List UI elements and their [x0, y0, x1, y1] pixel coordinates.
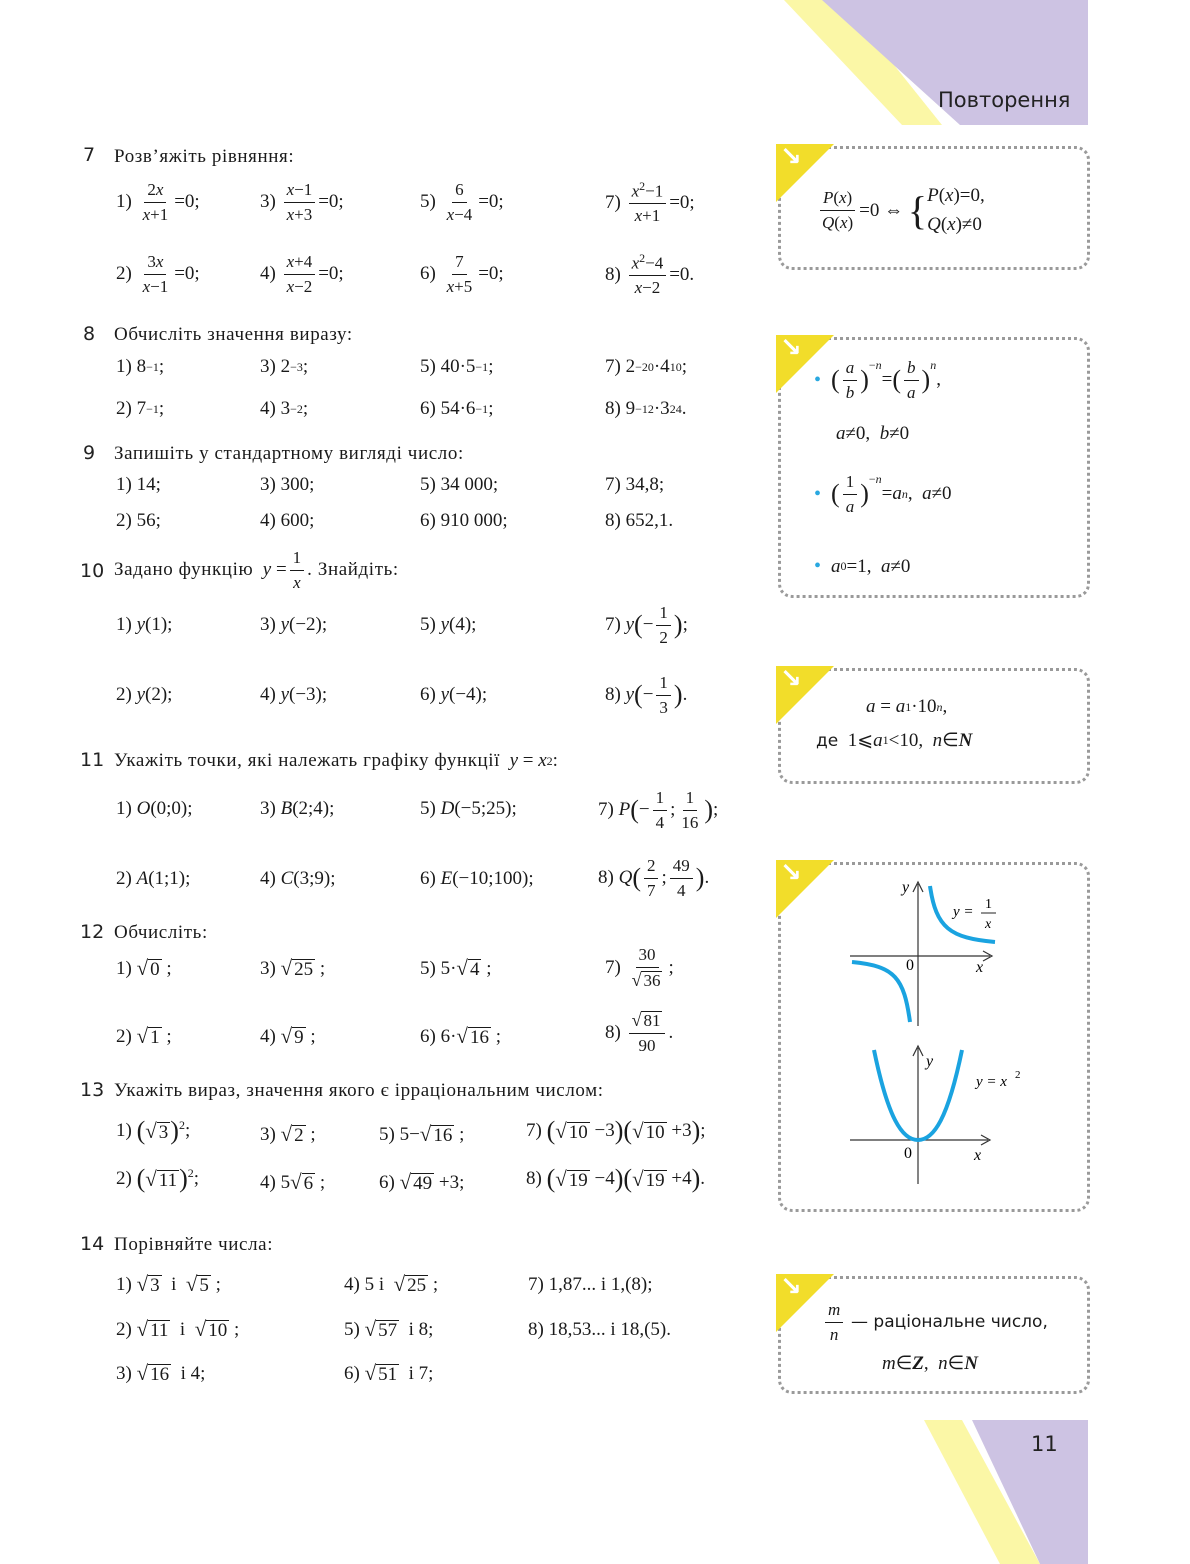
problem-text: Обчисліть значення виразу:: [114, 324, 353, 345]
hint-formula: $\frac{P(x)}{Q(x)}$ =0 ⇔ { P(x)=0, Q(x)≠0: [816, 182, 985, 239]
expression-item: 7) 2 −20 ·4 10 ;: [605, 356, 687, 377]
problem-number: 14: [80, 1233, 105, 1255]
compare-item: 2) √ 11 і √ 10 ;: [116, 1317, 240, 1342]
hint-formula: • ( $\frac{a}{b}$ ) $^{-n}$ = ( $\frac{b}{a}$ ) $^n$ ,: [814, 358, 941, 402]
compare-item: 1) √ 3 і √ 5 ;: [116, 1272, 221, 1297]
problem-text: Запишіть у стандартному вигляді число:: [114, 443, 464, 464]
number-item: 3) 300;: [260, 474, 315, 495]
arrow-corner-icon: ↘: [780, 333, 802, 363]
compare-item: 8) 18,53... і 18,(5).: [528, 1319, 672, 1340]
function-item: 7) y ( − $\frac{1}{2}$ ) ;: [605, 603, 688, 647]
svg-text:y = x: y = x: [976, 1074, 1007, 1090]
problem-number: 13: [80, 1079, 105, 1101]
hint-condition: m ∈ Z , n ∈ N: [882, 1352, 978, 1374]
bullet-icon: •: [814, 368, 822, 391]
expression-item: 1) ( √ 3 ) $^2$ ;: [116, 1116, 191, 1145]
number-item: 1) 14;: [116, 474, 161, 495]
hint-formula: • ( $\frac{1}{a}$ ) $^{-n}$ = a n , a ≠0: [814, 472, 952, 516]
function-item: 6) y (−4);: [420, 684, 488, 705]
equation-item: 1) $\frac{2x}{x+1}$ =0;: [116, 180, 200, 224]
expression-item: 2) 7 −1 ;: [116, 398, 165, 419]
hint-condition: a ≠0, b ≠0: [836, 423, 910, 444]
expression-item: 8) ( √ 19 −4 )( √ 19 +4 ) .: [526, 1164, 705, 1193]
problem-text: Обчисліть:: [114, 922, 208, 943]
function-item: 4) y (−3);: [260, 684, 328, 705]
expression-item: 3) √ 2 ;: [260, 1122, 316, 1147]
problem-text: Порівняйте числа:: [114, 1234, 274, 1255]
point-item: 2) A (1;1);: [116, 868, 191, 889]
svg-text:x: x: [974, 1147, 982, 1164]
expression-item: 4) 3 −2 ;: [260, 398, 309, 419]
problem-number: 8: [83, 323, 96, 345]
svg-text:y: y: [926, 1053, 934, 1070]
function-item: 3) y (−2);: [260, 614, 328, 635]
point-item: 6) E (−10;100);: [420, 868, 534, 889]
root-item: 5) 5· √ 4 ;: [420, 956, 492, 981]
problem-text: Укажіть вираз, значення якого є ірраціональним числом:: [114, 1080, 604, 1101]
svg-text:y =: y =: [953, 904, 974, 920]
expression-item: 4) 5 √ 6 ;: [260, 1170, 326, 1195]
point-item: 1) O (0;0);: [116, 798, 193, 819]
svg-text:2: 2: [1015, 1069, 1021, 1081]
function-item: 1) y (1);: [116, 614, 173, 635]
arrow-corner-icon: ↘: [780, 1272, 802, 1302]
equation-item: 8) $\frac{x^2-4}{x-2}$ =0.: [605, 251, 695, 298]
point-item: 4) C (3;9);: [260, 868, 336, 889]
problem-number: 12: [80, 921, 105, 943]
expression-item: 3) 2 −3 ;: [260, 356, 309, 377]
svg-text:x: x: [976, 959, 984, 976]
equation-item: 2) $\frac{3x}{x-1}$ =0;: [116, 252, 200, 296]
problem-number: 9: [83, 442, 96, 464]
bullet-icon: •: [814, 555, 822, 577]
svg-text:1: 1: [985, 897, 992, 912]
page-number: 11: [1031, 1432, 1058, 1456]
expression-item: 5) 40·5 −1 ;: [420, 356, 494, 377]
problem-number: 11: [80, 749, 105, 771]
expression-item: 6) √ 49 +3;: [379, 1170, 465, 1195]
expression-item: 5) 5− √ 16 ;: [379, 1122, 465, 1147]
problem-number: 7: [83, 144, 96, 166]
point-item: 8) Q ( $\frac{2}{7}$ ; $\frac{49}{4}$ ) .: [598, 856, 710, 900]
equation-item: 4) $\frac{x+4}{x-2}$ =0;: [260, 252, 344, 296]
root-item: 2) √ 1 ;: [116, 1024, 172, 1049]
equation-item: 6) $\frac{7}{x+5}$ =0;: [420, 252, 504, 296]
hint-formula: • a 0 =1, a ≠0: [814, 555, 911, 577]
bullet-icon: •: [814, 482, 822, 505]
problem-text: Розв’яжіть рівняння:: [114, 146, 295, 167]
compare-item: 5) √ 57 і 8;: [344, 1317, 434, 1342]
root-item: 8) √ 81 90 .: [605, 1010, 674, 1055]
number-item: 2) 56;: [116, 510, 161, 531]
expression-item: 6) 54·6 −1 ;: [420, 398, 494, 419]
equation-item: 5) $\frac{6}{x-4}$ =0;: [420, 180, 504, 224]
svg-text:x: x: [985, 917, 992, 932]
expression-item: 8) 9 −12 ·3 24 .: [605, 398, 687, 419]
hint-condition: де 1⩽ a 1 <10, n ∈ N: [816, 729, 973, 751]
root-item: 6) 6· √ 16 ;: [420, 1024, 501, 1049]
problem-number: 10: [80, 560, 105, 582]
equation-item: 7) $\frac{x^2-1}{x+1}$ =0;: [605, 179, 695, 226]
function-graphs: [840, 878, 1040, 1198]
number-item: 7) 34,8;: [605, 474, 665, 495]
hint-formula: $\frac{m}{n}$ — раціональне число,: [822, 1300, 1048, 1344]
equation-item: 3) $\frac{x-1}{x+3}$ =0;: [260, 180, 344, 224]
expression-item: 7) ( √ 10 −3 )( √ 10 +3 ) ;: [526, 1116, 706, 1145]
function-item: 2) y (2);: [116, 684, 173, 705]
number-item: 8) 652,1.: [605, 510, 674, 531]
root-item: 7) 30 √ 36 ;: [605, 945, 674, 990]
function-item: 8) y ( − $\frac{1}{3}$ ) .: [605, 673, 688, 717]
number-item: 5) 34 000;: [420, 474, 499, 495]
hint-formula: a = a 1 ·10 n ,: [866, 696, 948, 717]
problem-text: Укажіть точки, які належать графіку функції y = x 2 :: [114, 750, 558, 771]
compare-item: 6) √ 51 і 7;: [344, 1361, 434, 1386]
arrow-corner-icon: ↘: [780, 858, 802, 888]
section-title: Повторення: [938, 88, 1071, 112]
point-item: 3) B (2;4);: [260, 798, 335, 819]
compare-item: 3) √ 16 і 4;: [116, 1361, 206, 1386]
point-item: 5) D (−5;25);: [420, 798, 517, 819]
point-item: 7) P ( − $\frac{1}{4}$ ; $\frac{1}{16}$ ) ;: [598, 788, 719, 832]
function-item: 5) y (4);: [420, 614, 477, 635]
expression-item: 1) 8 −1 ;: [116, 356, 165, 377]
number-item: 6) 910 000;: [420, 510, 508, 531]
compare-item: 4) 5 і √ 25 ;: [344, 1272, 439, 1297]
svg-text:y: y: [902, 879, 910, 896]
svg-text:0: 0: [904, 1145, 912, 1162]
svg-text:0: 0: [906, 957, 914, 974]
arrow-corner-icon: ↘: [780, 142, 802, 172]
problem-text: Задано функцію y = $\frac{1}{x}$ . Знайдіть:: [114, 548, 399, 592]
compare-item: 7) 1,87... і 1,(8);: [528, 1274, 653, 1295]
arrow-corner-icon: ↘: [780, 664, 802, 694]
expression-item: 2) ( √ 11 ) $^2$ ;: [116, 1164, 200, 1193]
root-item: 4) √ 9 ;: [260, 1024, 316, 1049]
number-item: 4) 600;: [260, 510, 315, 531]
root-item: 1) √ 0 ;: [116, 956, 172, 981]
root-item: 3) √ 25 ;: [260, 956, 326, 981]
